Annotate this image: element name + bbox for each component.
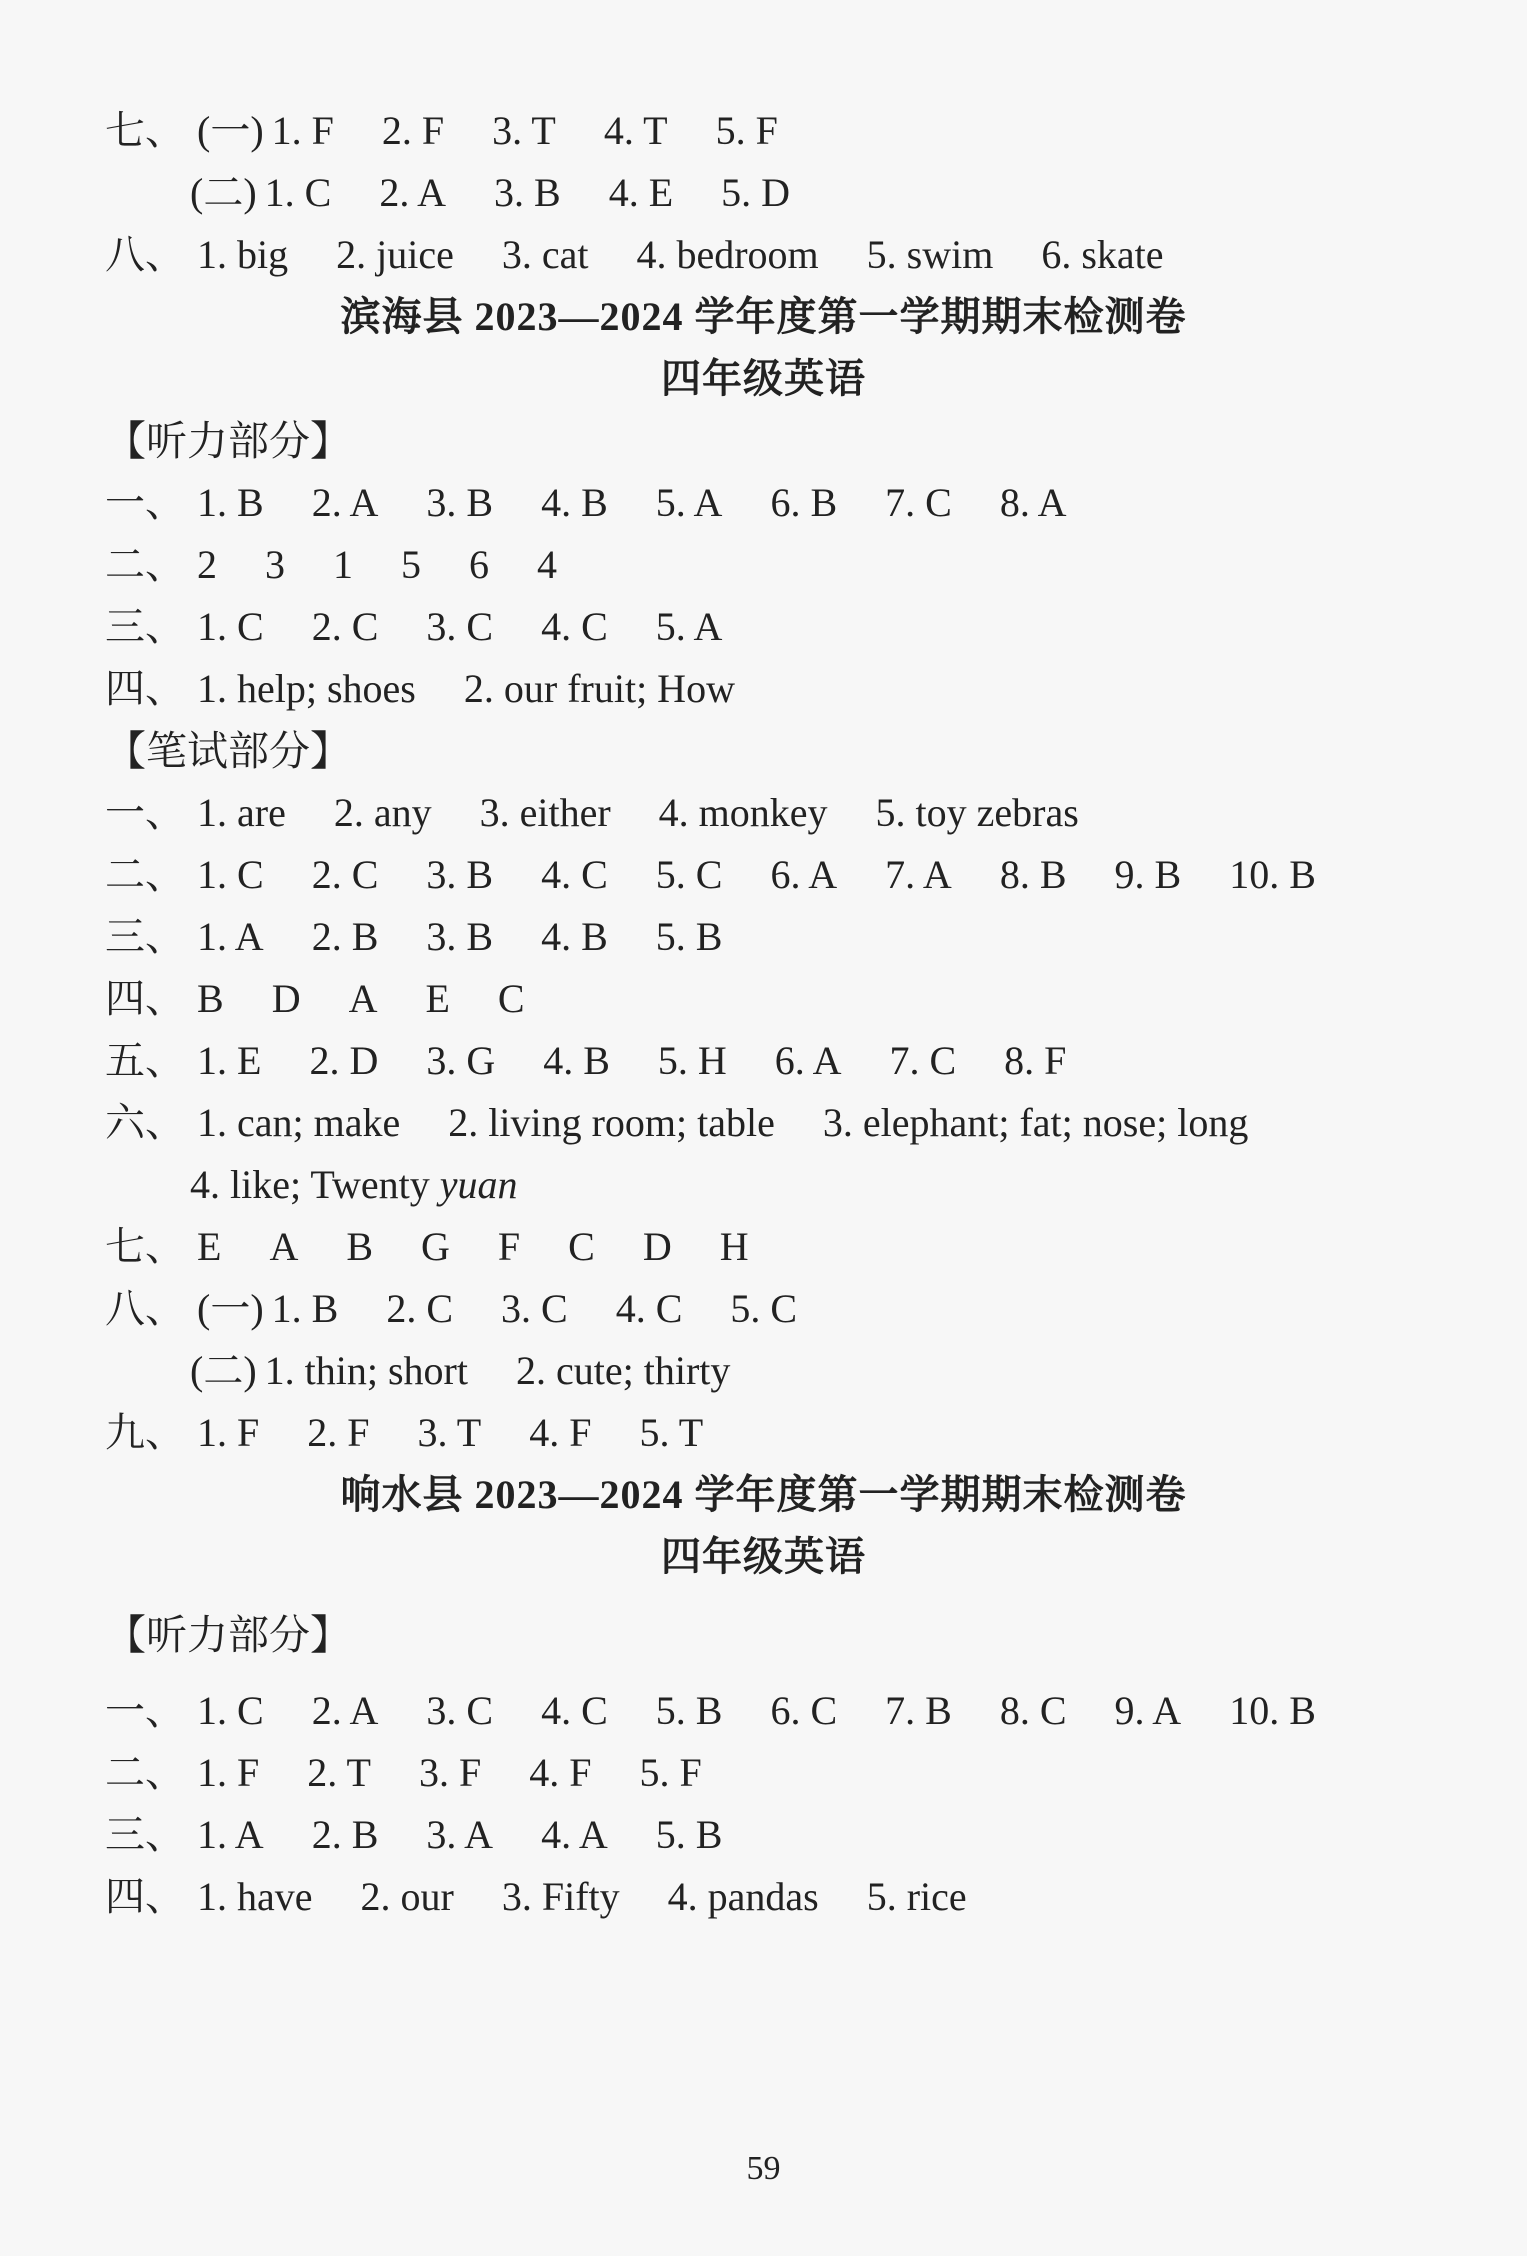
answer-item: D	[642, 1224, 672, 1269]
answer-item: 8. F	[1004, 1038, 1067, 1083]
answer-item: F	[497, 1224, 521, 1269]
question-number: 三、	[105, 604, 185, 649]
answer-item: 3. C	[426, 1688, 494, 1733]
question-number: 七、	[105, 108, 185, 153]
answer-item: 3. C	[501, 1286, 568, 1331]
answer-item: 2. C	[386, 1286, 454, 1331]
answer-item: 1. E	[197, 1038, 262, 1083]
answer-item: C	[568, 1224, 595, 1269]
answer-item: 10. B	[1229, 852, 1316, 897]
answer-item: 9. A	[1114, 1688, 1182, 1733]
question-number: 八、	[105, 1286, 185, 1331]
question-number: 一、	[105, 1688, 185, 1733]
answer-line	[105, 906, 722, 968]
answer-line	[105, 782, 1079, 844]
exam-title: 滨海县 2023—2024 学年度第一学期期末检测卷	[340, 294, 1187, 339]
answer-item: 4. bedroom	[636, 232, 819, 277]
answer-item: 3. Fifty	[501, 1874, 620, 1919]
answer-item: 8. A	[999, 480, 1067, 525]
answer-item: 5. C	[730, 1286, 798, 1331]
answer-item: 6. C	[770, 1688, 838, 1733]
answer-item: 4	[537, 542, 557, 587]
sub-part-label: (一)	[197, 1286, 264, 1331]
answer-item: 5. A	[655, 604, 723, 649]
answer-item: 4. C	[541, 852, 608, 897]
answer-item: 4. F	[529, 1750, 592, 1795]
exam-subtitle: 四年级英语	[661, 1534, 866, 1579]
answer-item: 1. C	[197, 604, 264, 649]
question-number: 五、	[105, 1038, 185, 1083]
answer-text: 4. like; Twenty	[190, 1162, 440, 1207]
answer-line	[105, 100, 778, 162]
answer-item: 3. either	[479, 790, 611, 835]
exam-title: 响水县 2023—2024 学年度第一学期期末检测卷	[340, 1472, 1187, 1517]
answer-item: A	[348, 976, 378, 1021]
question-number: 六、	[105, 1100, 185, 1145]
answer-item: 5. D	[721, 170, 791, 215]
answer-item: B	[346, 1224, 374, 1269]
answer-item: 6. A	[770, 852, 838, 897]
answer-item: 5. C	[655, 852, 723, 897]
answer-item: E	[425, 976, 450, 1021]
question-number: 一、	[105, 480, 185, 525]
answer-item: 1. C	[197, 1688, 264, 1733]
answer-item: A	[269, 1224, 299, 1269]
answer-item: 3. B	[426, 914, 494, 959]
answer-item: 5. F	[639, 1750, 702, 1795]
answer-item: 6. A	[774, 1038, 842, 1083]
answer-line	[105, 1216, 749, 1278]
answer-item: 3. C	[426, 604, 494, 649]
answer-item: 2. A	[311, 1688, 379, 1733]
answer-item: 1. F	[271, 108, 334, 153]
answer-item: 4. F	[529, 1410, 592, 1455]
answer-text-italic: yuan	[439, 1162, 518, 1207]
answer-item: 2. F	[381, 108, 445, 153]
answer-item: 3. B	[426, 852, 494, 897]
question-number: 八、	[105, 232, 185, 277]
answer-item: 8. C	[999, 1688, 1067, 1733]
answer-item: 5. B	[655, 914, 723, 959]
answer-item: 1. F	[197, 1750, 260, 1795]
answer-item: 2. our fruit; How	[463, 666, 735, 711]
answer-line	[105, 534, 557, 596]
answer-item: 2. T	[307, 1750, 371, 1795]
answer-item: 2. cute; thirty	[515, 1348, 731, 1393]
answer-item: 3. G	[426, 1038, 496, 1083]
question-number: 二、	[105, 542, 185, 587]
answer-item: 5	[401, 542, 421, 587]
answer-item: 9. B	[1114, 852, 1182, 897]
answer-line	[105, 1092, 1248, 1154]
answer-item: 4. B	[541, 914, 608, 959]
answer-item: 3. F	[418, 1750, 482, 1795]
answer-line	[105, 658, 735, 720]
answer-item: 2. living room; table	[448, 1100, 775, 1145]
answer-item: 2. D	[309, 1038, 379, 1083]
answer-item: 1	[333, 542, 353, 587]
answer-item: 8. B	[999, 852, 1067, 897]
answer-item: 4. C	[615, 1286, 683, 1331]
answer-item: 4. C	[541, 604, 608, 649]
answer-item: 6. B	[770, 480, 838, 525]
answer-item: 2. A	[379, 170, 447, 215]
question-number: 二、	[105, 852, 185, 897]
answer-item: 1. thin; short	[264, 1348, 468, 1393]
answer-item: 5. F	[715, 108, 778, 153]
answer-line	[190, 1340, 730, 1402]
answer-line	[105, 968, 525, 1030]
answer-line	[105, 1742, 702, 1804]
answer-line	[105, 844, 1316, 906]
answer-item: 4. B	[543, 1038, 610, 1083]
answer-item: 3. B	[494, 170, 561, 215]
answer-item: 4. pandas	[667, 1874, 819, 1919]
answer-item: 2. B	[311, 1812, 379, 1857]
question-number: 三、	[105, 1812, 185, 1857]
sub-part-label: (一)	[197, 108, 264, 153]
question-number: 九、	[105, 1410, 185, 1455]
answer-line	[190, 1154, 518, 1216]
answer-item: 2. C	[311, 604, 379, 649]
answer-item: 1. A	[197, 1812, 264, 1857]
answer-line	[105, 1278, 797, 1340]
answer-item: 1. have	[197, 1874, 313, 1919]
answer-item: 4. C	[541, 1688, 608, 1733]
answer-line	[105, 472, 1067, 534]
sub-part-label: (二)	[190, 1348, 257, 1393]
answer-item: 2. juice	[336, 232, 454, 277]
answer-item: E	[197, 1224, 222, 1269]
answer-line	[105, 1866, 967, 1928]
answer-item: B	[197, 976, 224, 1021]
answer-line	[105, 1804, 722, 1866]
answer-item: 5. T	[639, 1410, 704, 1455]
answer-item: H	[719, 1224, 749, 1269]
answer-item: 3. T	[417, 1410, 482, 1455]
answer-item: 4. E	[608, 170, 674, 215]
answer-item: 7. A	[885, 852, 952, 897]
question-number: 七、	[105, 1224, 185, 1269]
answer-item: 1. C	[197, 852, 264, 897]
answer-item: 1. B	[197, 480, 264, 525]
answer-item: 3. cat	[501, 232, 589, 277]
answer-item: 3	[265, 542, 285, 587]
answer-item: 5. rice	[866, 1874, 967, 1919]
answer-item: 5. toy zebras	[875, 790, 1079, 835]
answer-item: 1. F	[197, 1410, 260, 1455]
question-number: 四、	[105, 1874, 185, 1919]
section-label: 【听力部分】	[105, 1612, 351, 1658]
answer-item: 5. swim	[866, 232, 994, 277]
section-label: 【笔试部分】	[105, 728, 351, 774]
answer-item: 4. A	[541, 1812, 608, 1857]
answer-item: 6	[469, 542, 489, 587]
answer-item: 7. B	[885, 1688, 952, 1733]
answer-item: 1. big	[197, 232, 289, 277]
answer-line	[105, 1402, 703, 1464]
answer-item: 2. any	[333, 790, 432, 835]
answer-item: 3. A	[426, 1812, 494, 1857]
answer-line	[105, 1680, 1316, 1742]
answer-item: 5. B	[655, 1812, 723, 1857]
answer-line	[105, 1030, 1066, 1092]
page-number: 59	[746, 2150, 781, 2187]
answer-item: 2	[197, 542, 217, 587]
answer-item: 1. B	[271, 1286, 339, 1331]
answer-line	[105, 224, 1164, 286]
answer-item: 2. B	[311, 914, 379, 959]
answer-item: C	[497, 976, 525, 1021]
answer-item: 4. B	[541, 480, 608, 525]
answer-item: 7. C	[885, 480, 952, 525]
answer-line	[105, 596, 722, 658]
answer-item: 4. monkey	[658, 790, 828, 835]
answer-item: 3. T	[492, 108, 556, 153]
question-number: 一、	[105, 790, 185, 835]
question-number: 三、	[105, 914, 185, 959]
answer-item: 2. A	[311, 480, 379, 525]
exam-subtitle: 四年级英语	[661, 356, 866, 401]
answer-item: 3. elephant; fat; nose; long	[822, 1100, 1249, 1145]
answer-item: 6. skate	[1041, 232, 1164, 277]
answer-item: D	[271, 976, 301, 1021]
sub-part-label: (二)	[190, 170, 257, 215]
question-number: 二、	[105, 1750, 185, 1795]
answer-item: 1. A	[197, 914, 264, 959]
answer-item: 7. C	[889, 1038, 957, 1083]
answer-item: 1. C	[264, 170, 332, 215]
answer-item: 4. T	[603, 108, 668, 153]
section-label: 【听力部分】	[105, 418, 351, 464]
answer-line	[190, 162, 790, 224]
answer-item: 5. B	[655, 1688, 723, 1733]
answer-item: 2. C	[311, 852, 379, 897]
answer-item: 2. F	[307, 1410, 370, 1455]
answer-item: 10. B	[1229, 1688, 1316, 1733]
answer-item: 3. B	[426, 480, 494, 525]
question-number: 四、	[105, 976, 185, 1021]
answer-item: 1. are	[197, 790, 286, 835]
answer-item: 5. A	[655, 480, 723, 525]
answer-item: G	[421, 1224, 450, 1269]
answer-item: 1. can; make	[197, 1100, 401, 1145]
question-number: 四、	[105, 666, 185, 711]
answer-item: 2. our	[360, 1874, 454, 1919]
answer-item: 1. help; shoes	[197, 666, 416, 711]
answer-item: 5. H	[657, 1038, 727, 1083]
